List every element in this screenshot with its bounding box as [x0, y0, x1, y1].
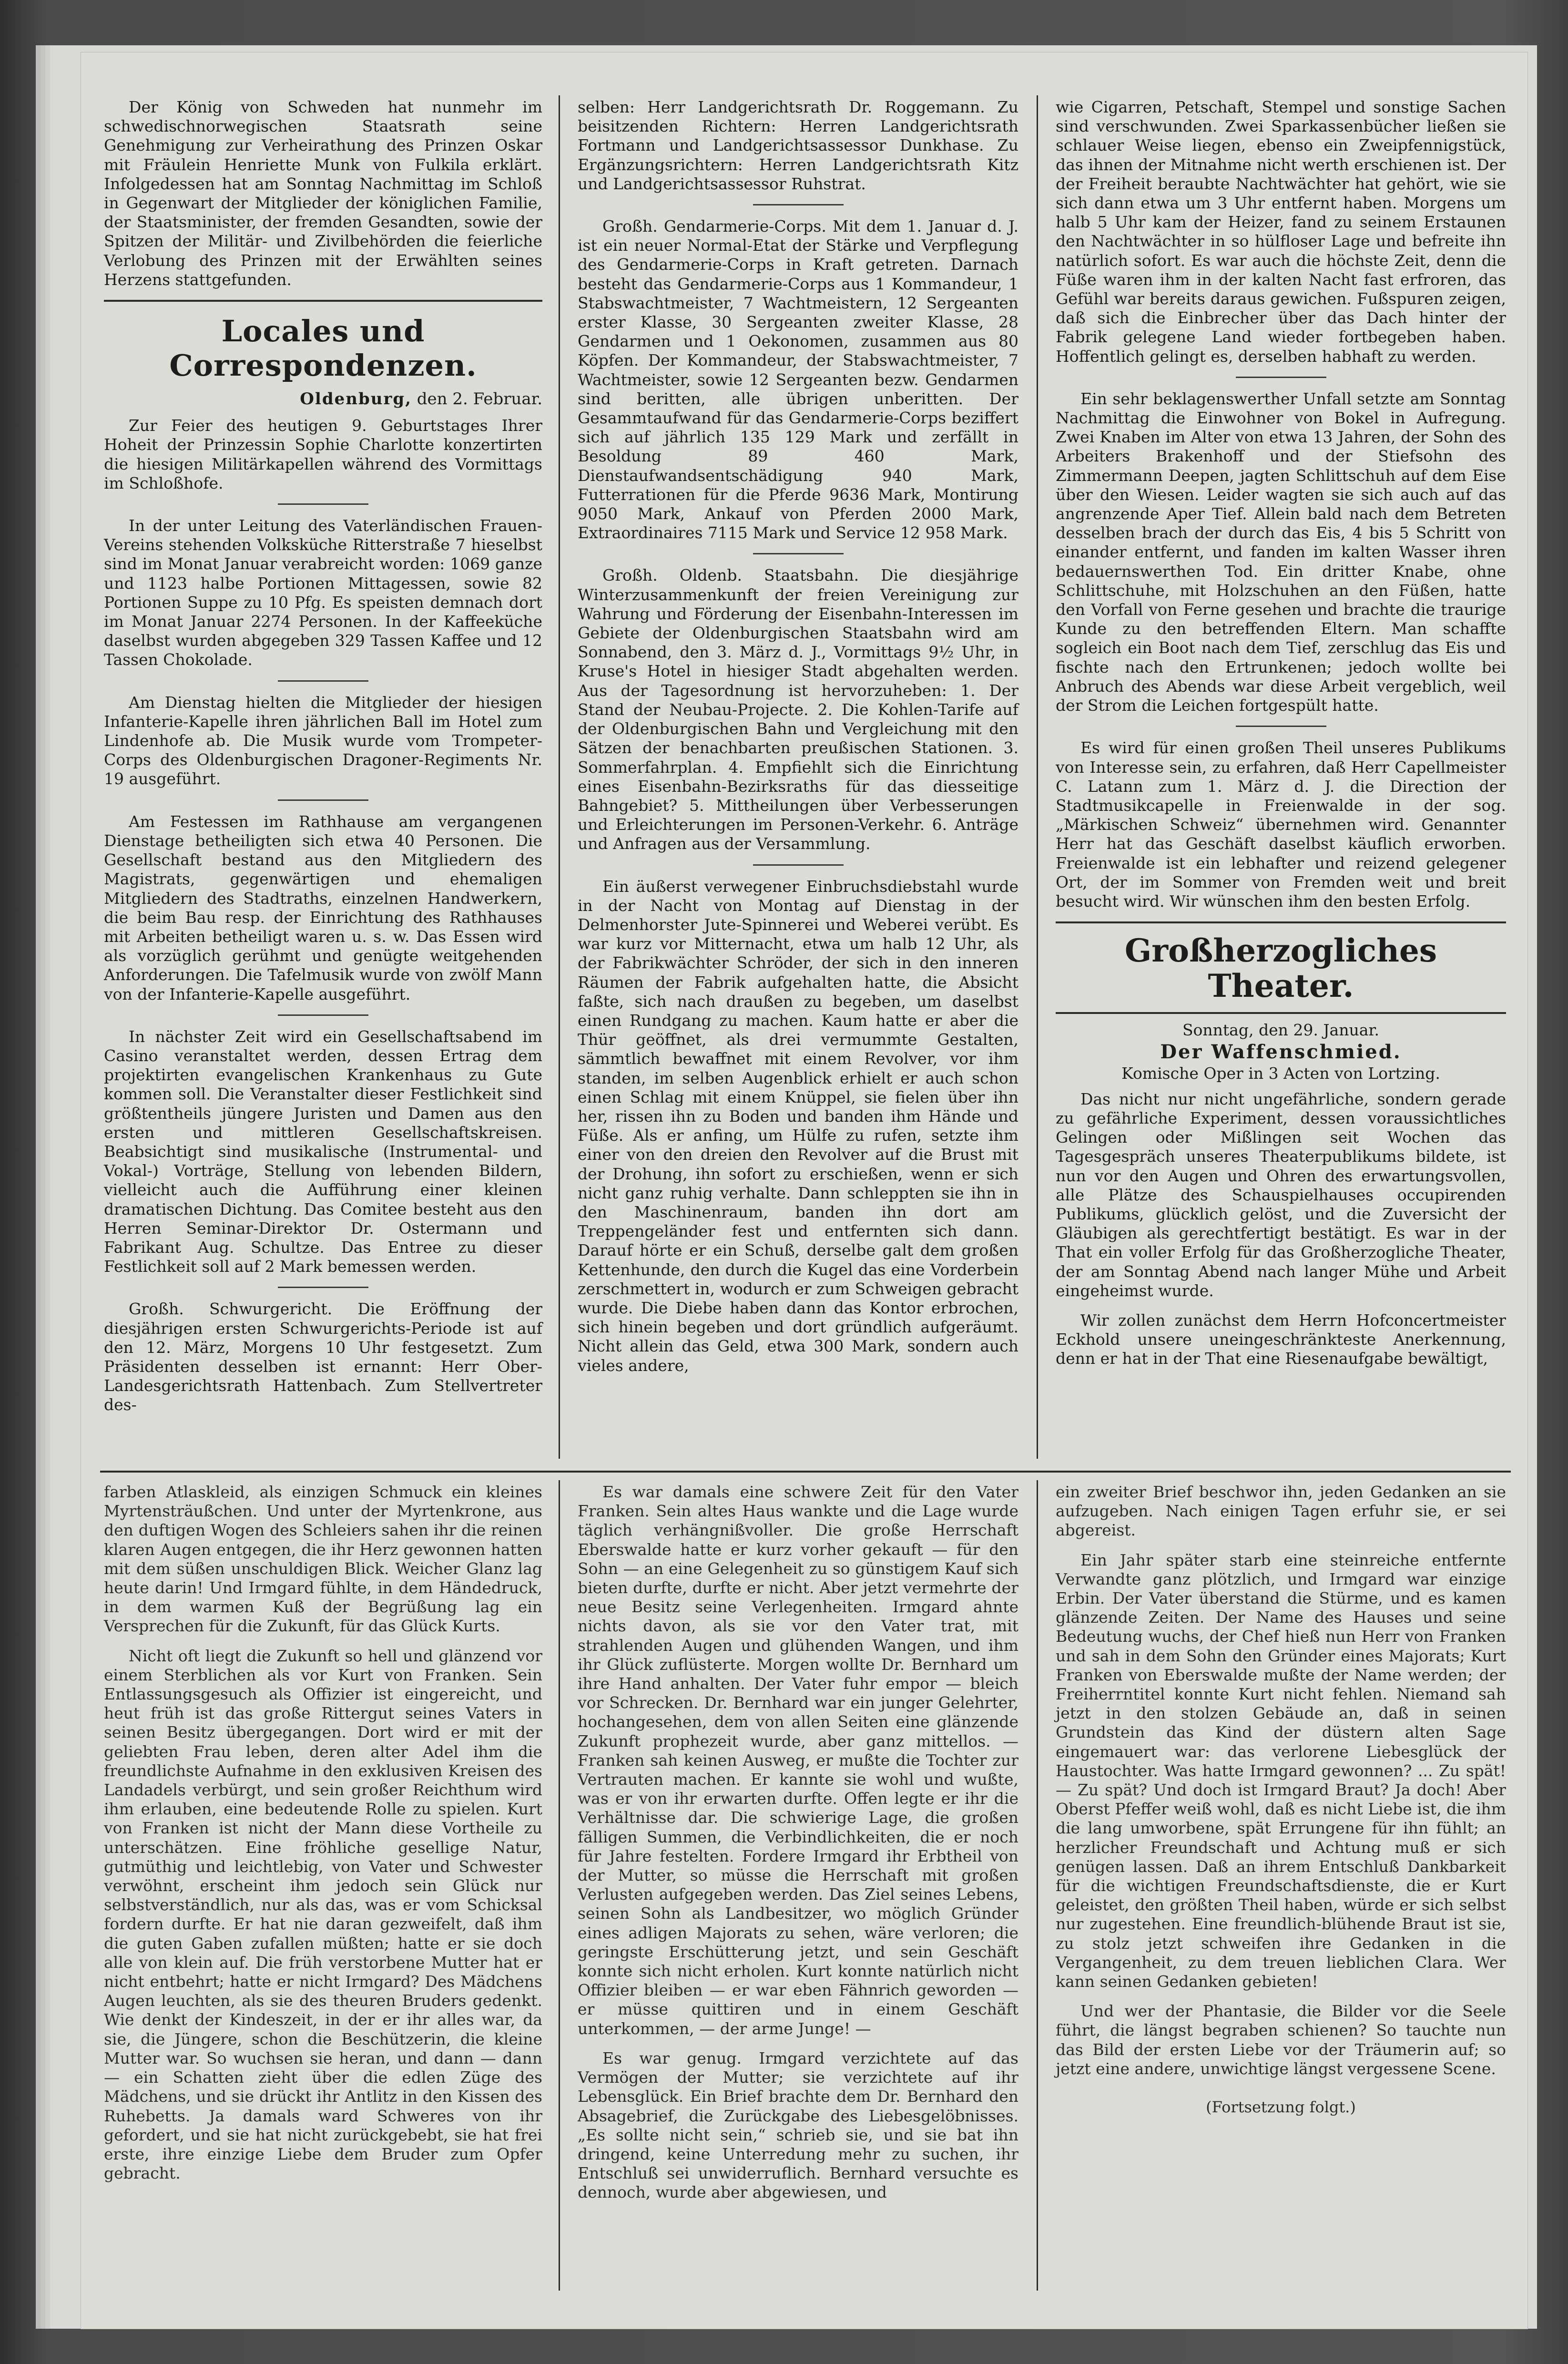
article-festessen: Am Festessen im Rathhause am vergangenen Dienstage betheiligten sich etwa 40 Personen. Die Gesellschaft bestand aus den Mitgliedern des Magistrats, gegenwärtigen und ehemaligen Mitgliedern des Stadtraths, einzelnen Handwerkern, die beim Bau resp. der Einrichtung des Rathhauses mit Arbeiten betheiligt waren u. s. w. Das Essen wird als vorzüglich gerühmt und genügte weitgehenden Anforderungen. Die Tafelmusik wurde von zwölf Mann von der Infanterie-Kapelle ausgeführt.	[104, 812, 542, 1003]
opera-subtitle: Komische Oper in 3 Acten von Lortzing.	[1121, 1064, 1440, 1083]
article-divider	[1236, 377, 1326, 378]
feuilleton-para: Nicht oft liegt die Zukunft so hell und glänzend vor einem Sterblichen als vor Kurt von Franken. Sein Entlassungsgesuch als Offizier ist eingereicht, und heut früh ist das große Rittergut seines Vaters in seinen Besitz übergegangen. Dort wird er mit der geliebten Frau leben, deren alter Adel ihm die freundlichste Aufnahme in den exklusiven Kreisen des Landadels verbürgt, und sein großer Reichthum wird ihm erlauben, eine bedeutende Rolle zu spielen. Kurt von Franken ist nicht der Mann diese Vortheile zu unterschätzen. Eine fröhliche gesellige Natur, gutmüthig und leichtlebig, von Vater und Schwester verwöhnt, erscheint ihm jedoch sein Glück nur selbstverständlich, nur als das, was er vom Schicksal fordern durfte. Er hat nie daran gezweifelt, daß ihm die guten Gaben zufallen müßten; hatte er sie doch alle von klein auf. Die früh verstorbene Mutter hat er nicht entbehrt; hatte er nicht Irmgard? Des Mädchens Augen leuchten, als sie des theuren Bruders gedenkt. Wie denkt der Kindeszeit, in der er ihr alles war, da sie, die Jüngere, schon die Beschützerin, die kleine Mutter war. So wuchsen sie heran, und dann — dann — ein Schatten zieht über die edlen Züge des Mädchens, und sie drückt ihr Antlitz in den Kissen des Ruhebetts. Ja damals ward Schweres von ihr gefordert, und sie hat nicht zurückgebebt, sie hat frei erste, ihre einzige Liebe dem Bruder zum Opfer gebracht.	[104, 1646, 542, 2183]
article-unfall: Ein sehr beklagenswerther Unfall setzte am Sonntag Nachmittag die Einwohner von Bokel in Aufregung. Zwei Knaben im Alter von etwa 13 Jahren, der Sohn des Arbeiters Brakenhoff und der Stiefsohn des Zimmermann Deepen, jagten Schlittschuh auf dem Eise über den Wiesen. Leider wagten sie sich auch auf das angrenzende Aper Tief. Allein bald nach dem Betreten desselben brach der durch das Eis, 4 bis 5 Schritt von einander entfernt, und fanden im kalten Wasser ihren bedauernswerthen Tod. Ein dritter Knabe, ohne Schlittschuhe, mit Holzschuhen an den Füßen, hatte den Vorfall von Ferne gesehen und brachte die traurige Kunde zu den betreffenden Eltern. Man schaffte sogleich ein Boot nach dem Tief, zerschlug das Eis und fischte nach den Ertrunkenen; jedoch wollte bei Anbruch des Abends war diese Arbeit vergeblich, weil der Strom die Leichen fortgespült hatte.	[1056, 389, 1506, 715]
feuilleton-column-2	[578, 1483, 1018, 2213]
article-divider	[278, 503, 368, 505]
article-latann: Es wird für einen großen Theil unseres Publikums von Interesse sein, zu erfahren, daß Herr Capellmeister C. Latann zum 1. März d. J. die Direction der Stadtmusikcapelle in Freienwalde in der sog. „Märkischen Schweiz“ übernehmen wird. Genannter Herr hat das Geschäft daselbst käuflich erworben. Freienwalde ist ein lebhafter und reizend gelegener Ort, der im Sommer von Fremden weit und breit besucht wird. Wir wünschen ihm den besten Erfolg.	[1056, 738, 1506, 911]
dateline	[104, 389, 542, 409]
article-kapelle: Am Dienstag hielten die Mitglieder der hiesigen Infanterie-Kapelle ihren jährlichen Ball im Hotel zum Lindenhofe ab. Die Musik wurde vom Trompeter-Corps des Oldenburgischen Dragoner-Regiments Nr. 19 ausgeführt.	[104, 693, 542, 788]
article-divider	[278, 799, 368, 801]
article-gendarmerie: Großh. Gendarmerie-Corps. Mit dem 1. Januar d. J. ist ein neuer Normal-Etat der Stärke und Verpflegung des Gendarmerie-Corps in Kraft getreten. Darnach besteht das Gendarmerie-Corps aus 1 Kommandeur, 1 Stabswachtmeister, 7 Wachtmeistern, 12 Sergeanten erster Klasse, 30 Sergeanten zweiter Klasse, 28 Gendarmen und 1 Oekonomen, zusammen aus 80 Köpfen. Der Kommandeur, der Stabswachtmeister, 7 Wachtmeister, sowie 12 Sergeanten bezw. Gendarmen sind beritten, alle übrigen unberitten. Der Gesammtaufwand für das Gendarmerie-Corps beziffert sich auf jährlich 135 129 Mark und zerfällt in Besoldung 89 460 Mark, Dienstaufwandsentschädigung 940 Mark, Futterrationen für die Pferde 9636 Mark, Montirung 9050 Mark, Ankauf von Pferden 2000 Mark, Extraordinaires 7115 Mark und Service 12 958 Mark.	[578, 217, 1018, 542]
feuilleton-rule-2	[1037, 1480, 1038, 2291]
opera-title: Der Waffenschmied.	[1160, 1041, 1402, 1064]
feuilleton-para: Es war damals eine schwere Zeit für den Vater Franken. Sein altes Haus wankte und die Lage wurde täglich verhängnißvoller. Die große Herrschaft Eberswalde hatte er kurz vorher gekauft — für den Sohn — an eine Gelegenheit zu so günstigem Kauf sich bieten durfte, durfte er nicht. Aber jetzt vermehrte der neue Besitz seine Verlegenheiten. Irmgard ahnte nichts davon, als sie vor den Vater trat, mit strahlenden Augen und glühenden Wangen, und ihm ihr Glück zuflüsterte. Morgen wollte Dr. Bernhard um ihre Hand anhalten. Der Vater fuhr empor — bleich vor Schrecken. Dr. Bernhard war ein junger Gelehrter, hochangesehen, dem von allen Seiten eine glänzende Zukunft prophezeit wurde, aber ganz mittellos. — Franken sah keinen Ausweg, er mußte die Tochter zur Vertrauten machen. Er kannte sie wohl und wußte, was er von ihr erwarten durfte. Offen legte er ihr die Verhältnisse dar. Die schwierige Lage, die großen fälligen Summen, die Verbindlichkeiten, die er noch für Jahre festelten. Fordere Irmgard ihr Erbtheil von der Mutter, so müsse die Herrschaft mit großen Verlusten aufgegeben werden. Das Ziel seines Lebens, seinen Sohn als Landbesitzer, wo möglich Gründer eines adligen Majorats zu sehen, wäre verloren; die geringste Erschütterung jetzt, und sein Geschäft konnte sich nicht erholen. Kurt konnte natürlich nicht Offizier bleiben — er war eben Fähnrich geworden — er müsse quittiren und in einem Geschäft unterkommen, — der arme Junge! —	[578, 1483, 1018, 2038]
dateline-place: Oldenburg,	[300, 389, 412, 409]
article-divider	[278, 680, 368, 682]
feuilleton-para: ein zweiter Brief beschwor ihn, jeden Gedanken an sie aufzugeben. Nach einigen Tagen erfuhr sie, er sei abgereist.	[1056, 1483, 1506, 1540]
column-rule-1	[559, 95, 560, 1459]
news-column-1	[104, 98, 542, 1425]
section-top-rule	[104, 300, 542, 302]
article-divider	[753, 204, 844, 205]
article-einbruch-cont: wie Cigarren, Petschaft, Stempel und sonstige Sachen sind verschwunden. Zwei Sparkassenbücher ließen sie schlauer Weise liegen, ebenso ein Zweipfennigstück, das ihnen der Mitnahme nicht werth erschienen ist. Der der Freiheit beraubte Nachtwächter hat gehört, wie sie sich dann etwa um 3 Uhr entfernt haben. Morgens um halb 5 Uhr kam der Heizer, fand zu seinem Erstaunen den Nachtwächter in so hülfloser Lage und befreite ihn natürlich sofort. Es war auch die höchste Zeit, denn die Füße waren ihm in der kalten Nacht fast erfroren, das Gefühl war bereits daraus gewichen. Fußspuren zeigen, daß sich die Einbrecher über das Dach hinter der Fabrik gelegene Land wieder fortbegeben haben. Hoffentlich gelingt es, derselben habhaft zu werden.	[1056, 98, 1506, 366]
article-gesellschaftsabend: In nächster Zeit wird ein Gesellschaftsabend im Casino veranstaltet werden, dessen Ertrag dem projektirten evangelischen Krankenhaus zu Gute kommen soll. Die Veranstalter dieser Festlichkeit sind größtentheils jüngere Juristen und Damen aus den ersten und mittleren Gesellschaftskreisen. Beabsichtigt sind musikalische (Instrumental- und Vokal-) Vorträge, Stellung von lebenden Bildern, vielleicht auch die Aufführung einer kleinen dramatischen Dichtung. Das Comitee besteht aus den Herren Seminar-Direktor Dr. Ostermann und Fabrikant Aug. Schultze. Das Entree zu dieser Festlichkeit soll auf 2 Mark bemessen werden.	[104, 1027, 542, 1276]
feuilleton-divider	[100, 1471, 1511, 1473]
column-rule-2	[1037, 95, 1038, 1459]
feuilleton-para: Ein Jahr später starb eine steinreiche entfernte Verwandte ganz plötzlich, und Irmgard war einzige Erbin. Der Vater überstand die Stürme, und es kamen glänzende Zeiten. Der Name des Hauses und seine Bedeutung wuchs, der Chef hieß nun Herr von Franken und sah in dem Sohn den Gründer eines Majorats; Kurt Franken von Eberswalde mußte der Name werden; der Freiherrntitel konnte Kurt nicht fehlen. Niemand sah jetzt in den stolzen Gebäude an, daß in seinen Grundstein das Kind der düstern alten Sage eingemauert war: das verlorene Liebesglück der Haustochter. Was hatte Irmgard gewonnen? ... Zu spät! — Zu spät? Und doch ist Irmgard Braut? Ja doch! Aber Oberst Pfeffer weiß wohl, daß es nicht Liebe ist, die ihm die lang umworbene, spät Errungene für ihn fühlt; an herzlicher Freundschaft und Achtung muß er sich genügen lassen. Daß an ihrem Entschluß Dankbarkeit für die wichtigen Freundschaftsdienste, die er Kurt geleistet, den größten Theil haben, würde er sich selbst nur zugestehen. Eine freundlich-blühende Braut ist sie, zu stolz jetzt schweifen ihre Gedanken in die Vergangenheit, zu dem treuen lieblichen Clara. Wer kann seinen Gedanken gebieten!	[1056, 1550, 1506, 1991]
feuilleton-para: Und wer der Phantasie, die Bilder vor die Seele führt, die längst begraben schienen? So tauchte nun das Bild der ersten Liebe vor der Träumerin auf; so jetzt eine andere, unwichtige längst vergessene Scene.	[1056, 2002, 1506, 2078]
news-column-3	[1056, 98, 1506, 1379]
article-schwurgericht: Großh. Schwurgericht. Die Eröffnung der diesjährigen ersten Schwurgerichts-Periode ist auf den 12. März, Morgens 10 Uhr festgesetzt. Zum Präsidenten desselben ist ernannt: Herr Ober-Landesgerichtsrath Hattenbach. Zum Stellvertreter des-	[104, 1300, 542, 1414]
theater-review-2: Wir zollen zunächst dem Herrn Hofconcertmeister Eckhold unsere uneingeschränkteste Anerkennung, denn er hat in der That eine Riesenaufgabe bewältigt,	[1056, 1310, 1506, 1368]
article-divider	[753, 553, 844, 554]
article-divider	[278, 1014, 368, 1016]
article-divider	[1236, 726, 1326, 727]
article-einbruch: Ein äußerst verwegener Einbruchsdiebstahl wurde in der Nacht von Montag auf Dienstag in der Delmenhorster Jute-Spinnerei und Weberei verübt. Es war kurz vor Mitternacht, etwa um halb 12 Uhr, als der Fabrikwächter Schröder, der sich in den inneren Räumen der Fabrik aufgehalten hatte, die Absicht faßte, sich nach draußen zu begeben, um daselbst einen Rundgang zu machen. Kaum hatte er aber die Thür geöffnet, als drei vermummte Gestalten, sämmtlich bewaffnet mit einem Revolver, vor ihm standen, im selben Augenblick erhielt er auch schon einen Schlag mit einem Knüppel, sie fielen über ihn her, rissen ihn zu Boden und banden ihm Hände und Füße. Als er anfing, um Hülfe zu rufen, setzte ihm einer von den dreien den Revolver auf die Brust mit der Drohung, ihn sofort zu erschießen, wenn er sich nicht ganz ruhig verhalte. Dann schleppten sie ihn in den Maschinenraum, banden ihn dort am Treppengeländer fest und entfernten sich dann. Darauf hörte er ein Schuß, derselbe galt dem großen Kettenhunde, den durch die Kugel das eine Vorderbein zerschmettert in, wodurch er zum Schweigen gebracht wurde. Die Diebe haben dann das Kontor erbrochen, sich hinein begeben und dort gründlich aufgeräumt. Nicht allein das Geld, etwa 300 Mark, sondern auch vieles andere,	[578, 877, 1018, 1375]
article-volkskueche: In der unter Leitung des Vaterländischen Frauen-Vereins stehenden Volksküche Ritterstraße 7 hieselbst sind im Monat Januar verabreicht worden: 1069 ganze und 1123 halbe Portionen Mittagessen, sowie 82 Portionen Suppe zu 10 Pfg. Es speisten demnach dort im Monat Januar 2274 Personen. In der Kaffeeküche daselbst wurden abgegeben 329 Tassen Kaffee und 12 Tassen Chokolade.	[104, 516, 542, 669]
theater-section-title: Großherzogliches Theater.	[1056, 921, 1506, 1014]
article-feier: Zur Feier des heutigen 9. Geburtstages Ihrer Hoheit der Prinzessin Sophie Charlotte konzertirten die hiesigen Militärkapellen während des Vormittags im Schloßhofe.	[104, 416, 542, 492]
feuilleton-para: farben Atlaskleid, als einzigen Schmuck ein kleines Myrtensträußchen. Und unter der Myrtenkrone, aus den duftigen Wogen des Schleiers sahen ihr die reinen klaren Augen entgegen, die ihr Herz gewonnen hatten mit dem süßen unschuldigen Blick. Weicher Glanz lag heute darin! Und Irmgard fühlte, in dem Händedruck, in dem warmen Kuß der Begrüßung lag ein Versprechen für die Zukunft, für das Glück Kurts.	[104, 1483, 542, 1636]
dateline-date: den 2. Februar.	[417, 389, 542, 409]
theater-date: Sonntag, den 29. Januar.	[1182, 1021, 1380, 1040]
feuilleton-column-3	[1056, 1483, 1506, 2117]
article-divider	[278, 1287, 368, 1288]
article-schwurgericht-cont: selben: Herr Landgerichtsrath Dr. Roggemann. Zu beisitzenden Richtern: Herren Landgerichtsrath Fortmann und Landgerichtsassessor Dunkhase. Zu Ergänzungsrichtern: Herren Landgerichtsrath Kitz und Landgerichtsassessor Ruhstrat.	[578, 98, 1018, 193]
article-staatsbahn: Großh. Oldenb. Staatsbahn. Die diesjährige Winterzusammenkunft der freien Vereinigung zur Wahrung und Förderung der Eisenbahn-Interessen im Gebiete der Oldenburgischen Staatsbahn wird am Sonnabend, den 3. März d. J., Vormittags 9½ Uhr, in Kruse's Hotel in hiesiger Stadt abgehalten werden. Aus der Tagesordnung ist hervorzuheben: 1. Der Stand der Neubau-Projecte. 2. Die Kohlen-Tarife auf der Oldenburgischen Bahn und Vergleichung mit den Sätzen der benachbarten preußischen Stationen. 3. Sommerfahrplan. 4. Empfiehlt sich die Einrichtung eines Eisenbahn-Bezirksraths für das diesseitige Bahngebiet? 5. Mittheilungen über Verbesserungen und Erleichterungen im Personen-Verkehr. 6. Anträge und Anfragen aus der Versammlung.	[578, 566, 1018, 853]
article-divider	[753, 864, 844, 866]
theater-review: Das nicht nur nicht ungefährliche, sondern gerade zu gefährliche Experiment, dessen voraussichtliches Gelingen oder Mißlingen seit Wochen das Tagesgespräch unseres Theaterpublikums bildete, ist nun vor den Augen und Ohren des erwartungsvollen, alle Plätze des Schauspielhauses occupirenden Publikums, glücklich gelöst, und die Zuversicht der Gläubigen als gerechtfertigt bestätigt. Es war in der That ein voller Erfolg für das Großherzogliche Theater, der am Sonntag Abend nach langer Mühe und Arbeit eingeheimst wurde.	[1056, 1089, 1506, 1300]
newspaper-page	[81, 52, 1527, 2329]
feuilleton-column-1	[104, 1483, 542, 2193]
continued-note: (Fortsetzung folgt.)	[1206, 2098, 1356, 2117]
news-column-2	[578, 98, 1018, 1386]
feuilleton-para: Es war genug. Irmgard verzichtete auf das Vermögen der Mutter; sie verzichtete auf ihr Lebensglück. Ein Brief brachte dem Dr. Bernhard den Absagebrief, die Zurückgabe des Liebesgelöbnisses. „Es sollte nicht sein,“ schrieb sie, und sie bat ihn dringend, keine Unterredung mehr zu suchen, ihr Entschluß sei unwiderruflich. Bernhard versuchte es dennoch, wurde aber abgewiesen, und	[578, 2048, 1018, 2202]
section-title-locales: Locales und Correspondenzen.	[169, 314, 477, 383]
article-sweden: Der König von Schweden hat nunmehr im schwedischnorwegischen Staatsrath seine Genehmigung zur Verheirathung des Prinzen Oskar mit Fräulein Henriette Munk von Fulkila erklärt. Infolgedessen hat am Sonntag Nachmittag im Schloß in Gegenwart der Mitglieder der königlichen Familie, der Staatsminister, der fremden Gesandten, sowie der Spitzen der Militär- und Zivilbehörden die feierliche Verlobung des Prinzen mit der Erwählten seines Herzens stattgefunden.	[104, 98, 542, 289]
feuilleton-rule-1	[559, 1480, 560, 2291]
